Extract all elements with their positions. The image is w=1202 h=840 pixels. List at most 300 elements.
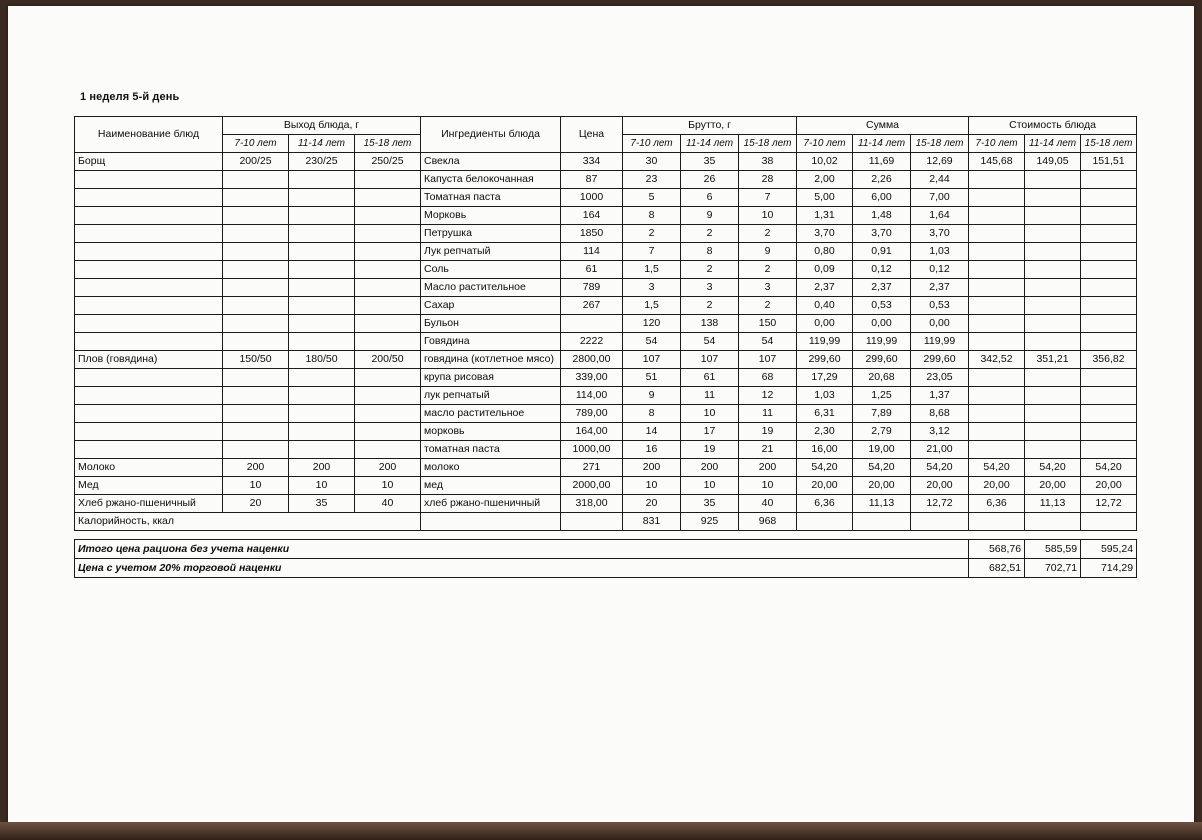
cell-dish-name — [75, 315, 223, 333]
cell-cost-0 — [969, 315, 1025, 333]
cell-ingredient: Соль — [421, 261, 561, 279]
cell-gross-1: 8 — [681, 243, 739, 261]
scan-edge-shadow — [0, 822, 1202, 840]
cell-gross-1: 107 — [681, 351, 739, 369]
cell-yield-0 — [223, 261, 289, 279]
cell-sum-2: 12,69 — [911, 153, 969, 171]
cell-gross-1: 61 — [681, 369, 739, 387]
cell-dish-name — [75, 333, 223, 351]
cell-yield-0: 10 — [223, 477, 289, 495]
cell-gross-0: 1,5 — [623, 297, 681, 315]
cell-gross-1: 2 — [681, 225, 739, 243]
cell-gross-1: 35 — [681, 153, 739, 171]
cell-ingredient: масло растительное — [421, 405, 561, 423]
cell-cost-1 — [1025, 441, 1081, 459]
cell-price: 1850 — [561, 225, 623, 243]
cell-yield-2 — [355, 225, 421, 243]
cell-price: 164 — [561, 207, 623, 225]
cell-cost-2 — [1081, 405, 1137, 423]
cell-sum-0: 0,09 — [797, 261, 853, 279]
cell-price — [561, 315, 623, 333]
cell-cost-2 — [1081, 261, 1137, 279]
spreadsheet-area — [74, 116, 1136, 578]
header-cost-age-2: 15-18 лет — [1081, 135, 1137, 153]
cell-gross-0: 1,5 — [623, 261, 681, 279]
cell-cost-1 — [1025, 405, 1081, 423]
calories-cost-blank-1 — [1025, 513, 1081, 531]
cell-gross-1: 26 — [681, 171, 739, 189]
cell-yield-1 — [289, 279, 355, 297]
cell-gross-0: 107 — [623, 351, 681, 369]
cell-sum-1: 2,26 — [853, 171, 911, 189]
cell-cost-1: 351,21 — [1025, 351, 1081, 369]
header-gross-age-0: 7-10 лет — [623, 135, 681, 153]
cell-ingredient: Свекла — [421, 153, 561, 171]
cell-price: 2000,00 — [561, 477, 623, 495]
cell-sum-2: 3,12 — [911, 423, 969, 441]
cell-yield-0 — [223, 387, 289, 405]
cell-gross-1: 138 — [681, 315, 739, 333]
cell-gross-1: 10 — [681, 405, 739, 423]
cell-dish-name: Мед — [75, 477, 223, 495]
table-row — [75, 441, 1137, 459]
cell-cost-2 — [1081, 387, 1137, 405]
cell-cost-2 — [1081, 171, 1137, 189]
cell-sum-0: 0,00 — [797, 315, 853, 333]
cell-sum-2: 2,44 — [911, 171, 969, 189]
cell-yield-0 — [223, 423, 289, 441]
header-sum-age-1: 11-14 лет — [853, 135, 911, 153]
cell-yield-1 — [289, 315, 355, 333]
cell-dish-name — [75, 405, 223, 423]
table-row — [75, 351, 1137, 369]
cell-sum-0: 54,20 — [797, 459, 853, 477]
cell-sum-1: 2,79 — [853, 423, 911, 441]
cell-sum-0: 2,00 — [797, 171, 853, 189]
cell-cost-0 — [969, 297, 1025, 315]
cell-dish-name — [75, 387, 223, 405]
table-row — [75, 369, 1137, 387]
cell-cost-2: 54,20 — [1081, 459, 1137, 477]
cell-yield-1 — [289, 243, 355, 261]
cell-gross-2: 2 — [739, 225, 797, 243]
cell-ingredient: Петрушка — [421, 225, 561, 243]
cell-sum-2: 3,70 — [911, 225, 969, 243]
cell-sum-1: 3,70 — [853, 225, 911, 243]
cell-ingredient: томатная паста — [421, 441, 561, 459]
cell-sum-0: 2,30 — [797, 423, 853, 441]
cell-cost-2 — [1081, 315, 1137, 333]
cell-yield-1 — [289, 369, 355, 387]
cell-yield-0 — [223, 171, 289, 189]
calories-sum-blank-1 — [853, 513, 911, 531]
calories-sum-blank-0 — [797, 513, 853, 531]
table-row — [75, 225, 1137, 243]
cell-yield-0 — [223, 369, 289, 387]
cell-yield-0 — [223, 243, 289, 261]
cell-price: 114 — [561, 243, 623, 261]
cell-sum-0: 3,70 — [797, 225, 853, 243]
cell-gross-1: 6 — [681, 189, 739, 207]
cell-yield-1 — [289, 333, 355, 351]
cell-yield-2 — [355, 189, 421, 207]
table-row — [75, 189, 1137, 207]
cell-sum-0: 10,02 — [797, 153, 853, 171]
table-row — [75, 279, 1137, 297]
calories-price-blank — [561, 513, 623, 531]
cell-sum-1: 6,00 — [853, 189, 911, 207]
cell-price: 789 — [561, 279, 623, 297]
cell-yield-1 — [289, 423, 355, 441]
cell-gross-1: 35 — [681, 495, 739, 513]
cell-yield-2 — [355, 261, 421, 279]
calories-cost-blank-2 — [1081, 513, 1137, 531]
cell-cost-1 — [1025, 189, 1081, 207]
cell-gross-2: 12 — [739, 387, 797, 405]
cell-cost-0: 342,52 — [969, 351, 1025, 369]
cell-price: 164,00 — [561, 423, 623, 441]
cell-cost-0 — [969, 279, 1025, 297]
cell-yield-2 — [355, 297, 421, 315]
table-row — [75, 207, 1137, 225]
cell-yield-2: 200/50 — [355, 351, 421, 369]
cell-sum-1: 0,53 — [853, 297, 911, 315]
cell-cost-1 — [1025, 225, 1081, 243]
cell-sum-1: 1,48 — [853, 207, 911, 225]
cell-cost-2: 356,82 — [1081, 351, 1137, 369]
cell-cost-2 — [1081, 369, 1137, 387]
cell-sum-1: 7,89 — [853, 405, 911, 423]
table-row — [75, 153, 1137, 171]
cell-yield-1 — [289, 441, 355, 459]
header-ingredients: Ингредиенты блюда — [421, 117, 561, 153]
cell-cost-2 — [1081, 243, 1137, 261]
cell-price: 339,00 — [561, 369, 623, 387]
cell-ingredient: Масло растительное — [421, 279, 561, 297]
cell-yield-1: 10 — [289, 477, 355, 495]
cell-cost-0: 20,00 — [969, 477, 1025, 495]
cell-price: 271 — [561, 459, 623, 477]
totals-value-2: 714,29 — [1081, 559, 1137, 578]
cell-yield-0 — [223, 441, 289, 459]
calories-cost-blank-0 — [969, 513, 1025, 531]
cell-dish-name: Борщ — [75, 153, 223, 171]
cell-gross-0: 23 — [623, 171, 681, 189]
totals-value-0: 568,76 — [969, 540, 1025, 559]
totals-row — [75, 540, 1137, 559]
header-cost-age-1: 11-14 лет — [1025, 135, 1081, 153]
cell-dish-name — [75, 243, 223, 261]
cell-gross-1: 2 — [681, 297, 739, 315]
cell-yield-1 — [289, 189, 355, 207]
totals-value-1: 585,59 — [1025, 540, 1081, 559]
totals-label: Итого цена рациона без учета наценки — [75, 540, 969, 559]
cell-cost-0: 145,68 — [969, 153, 1025, 171]
header-gross-age-2: 15-18 лет — [739, 135, 797, 153]
calories-value-0: 831 — [623, 513, 681, 531]
cell-cost-0: 6,36 — [969, 495, 1025, 513]
cell-gross-2: 107 — [739, 351, 797, 369]
calories-row — [75, 513, 1137, 531]
cell-dish-name — [75, 225, 223, 243]
cell-sum-0: 20,00 — [797, 477, 853, 495]
cell-dish-name — [75, 171, 223, 189]
header-yield-age-2: 15-18 лет — [355, 135, 421, 153]
cell-gross-0: 3 — [623, 279, 681, 297]
cell-cost-0 — [969, 171, 1025, 189]
cell-gross-0: 30 — [623, 153, 681, 171]
cell-yield-2 — [355, 405, 421, 423]
cell-cost-0 — [969, 405, 1025, 423]
cell-yield-2 — [355, 207, 421, 225]
cell-ingredient: Сахар — [421, 297, 561, 315]
cell-cost-1 — [1025, 315, 1081, 333]
cell-price: 87 — [561, 171, 623, 189]
cell-dish-name — [75, 189, 223, 207]
totals-table — [74, 539, 1137, 578]
cell-cost-2: 12,72 — [1081, 495, 1137, 513]
cell-cost-0: 54,20 — [969, 459, 1025, 477]
cell-sum-1: 299,60 — [853, 351, 911, 369]
cell-cost-2: 20,00 — [1081, 477, 1137, 495]
cell-gross-2: 11 — [739, 405, 797, 423]
cell-cost-1 — [1025, 369, 1081, 387]
cell-price: 2222 — [561, 333, 623, 351]
cell-gross-1: 2 — [681, 261, 739, 279]
cell-sum-1: 11,13 — [853, 495, 911, 513]
totals-label: Цена с учетом 20% торговой наценки — [75, 559, 969, 578]
cell-yield-1 — [289, 225, 355, 243]
cell-ingredient: крупа рисовая — [421, 369, 561, 387]
cell-gross-2: 200 — [739, 459, 797, 477]
cell-cost-0 — [969, 387, 1025, 405]
cell-cost-0 — [969, 423, 1025, 441]
cell-sum-2: 1,03 — [911, 243, 969, 261]
cell-cost-0 — [969, 207, 1025, 225]
cell-gross-1: 54 — [681, 333, 739, 351]
table-row — [75, 423, 1137, 441]
cell-gross-2: 68 — [739, 369, 797, 387]
header-yield-age-1: 11-14 лет — [289, 135, 355, 153]
calories-ingredient-blank — [421, 513, 561, 531]
calories-label: Калорийность, ккал — [75, 513, 421, 531]
cell-sum-2: 21,00 — [911, 441, 969, 459]
cell-cost-0 — [969, 261, 1025, 279]
totals-value-1: 702,71 — [1025, 559, 1081, 578]
header-yield: Выход блюда, г — [223, 117, 421, 135]
table-row — [75, 171, 1137, 189]
cell-yield-1 — [289, 171, 355, 189]
cell-gross-2: 7 — [739, 189, 797, 207]
cell-yield-0: 20 — [223, 495, 289, 513]
cell-dish-name — [75, 261, 223, 279]
cell-sum-1: 2,37 — [853, 279, 911, 297]
cell-gross-0: 20 — [623, 495, 681, 513]
cell-sum-1: 0,00 — [853, 315, 911, 333]
cell-yield-1 — [289, 297, 355, 315]
table-row — [75, 333, 1137, 351]
cell-gross-0: 5 — [623, 189, 681, 207]
cell-gross-2: 19 — [739, 423, 797, 441]
cell-yield-0 — [223, 279, 289, 297]
cell-sum-1: 0,91 — [853, 243, 911, 261]
header-gross-age-1: 11-14 лет — [681, 135, 739, 153]
cell-gross-2: 21 — [739, 441, 797, 459]
cell-cost-2 — [1081, 207, 1137, 225]
cell-price: 789,00 — [561, 405, 623, 423]
cell-yield-0 — [223, 189, 289, 207]
cell-yield-1: 230/25 — [289, 153, 355, 171]
cell-sum-0: 1,31 — [797, 207, 853, 225]
table-body — [75, 153, 1137, 513]
cell-gross-2: 40 — [739, 495, 797, 513]
cell-yield-2 — [355, 369, 421, 387]
cell-yield-1 — [289, 387, 355, 405]
table-row — [75, 477, 1137, 495]
cell-gross-1: 3 — [681, 279, 739, 297]
cell-yield-0 — [223, 297, 289, 315]
document-page — [8, 6, 1194, 824]
header-dish-name: Наименование блюд — [75, 117, 223, 153]
cell-yield-0 — [223, 207, 289, 225]
cell-yield-2 — [355, 441, 421, 459]
cell-cost-1: 11,13 — [1025, 495, 1081, 513]
cell-cost-0 — [969, 333, 1025, 351]
cell-price: 318,00 — [561, 495, 623, 513]
cell-gross-0: 200 — [623, 459, 681, 477]
cell-yield-2: 250/25 — [355, 153, 421, 171]
table-row — [75, 387, 1137, 405]
cell-gross-0: 8 — [623, 207, 681, 225]
cell-sum-0: 6,31 — [797, 405, 853, 423]
cell-cost-0 — [969, 441, 1025, 459]
cell-gross-2: 150 — [739, 315, 797, 333]
cell-gross-0: 120 — [623, 315, 681, 333]
cell-yield-0: 200/25 — [223, 153, 289, 171]
cell-price: 114,00 — [561, 387, 623, 405]
header-price: Цена — [561, 117, 623, 153]
cell-gross-2: 9 — [739, 243, 797, 261]
cell-sum-0: 2,37 — [797, 279, 853, 297]
cell-dish-name: Хлеб ржано-пшеничный — [75, 495, 223, 513]
cell-sum-2: 0,00 — [911, 315, 969, 333]
cell-ingredient: мед — [421, 477, 561, 495]
cell-cost-2: 151,51 — [1081, 153, 1137, 171]
cell-yield-0 — [223, 315, 289, 333]
cell-gross-0: 7 — [623, 243, 681, 261]
calories-value-2: 968 — [739, 513, 797, 531]
cell-price: 1000,00 — [561, 441, 623, 459]
cell-sum-2: 119,99 — [911, 333, 969, 351]
table-row — [75, 261, 1137, 279]
cell-dish-name: Плов (говядина) — [75, 351, 223, 369]
cell-ingredient: говядина (котлетное мясо) — [421, 351, 561, 369]
cell-ingredient: хлеб ржано-пшеничный — [421, 495, 561, 513]
totals-value-2: 595,24 — [1081, 540, 1137, 559]
cell-cost-2 — [1081, 189, 1137, 207]
cell-sum-2: 2,37 — [911, 279, 969, 297]
cell-cost-1 — [1025, 207, 1081, 225]
cell-cost-2 — [1081, 441, 1137, 459]
cell-sum-0: 0,80 — [797, 243, 853, 261]
table-row — [75, 243, 1137, 261]
header-sum-age-0: 7-10 лет — [797, 135, 853, 153]
cell-yield-2: 10 — [355, 477, 421, 495]
cell-sum-2: 1,37 — [911, 387, 969, 405]
cell-price: 2800,00 — [561, 351, 623, 369]
cell-sum-2: 20,00 — [911, 477, 969, 495]
cell-sum-0: 5,00 — [797, 189, 853, 207]
cell-ingredient: Говядина — [421, 333, 561, 351]
cell-gross-1: 200 — [681, 459, 739, 477]
cell-yield-2 — [355, 243, 421, 261]
cell-cost-1 — [1025, 243, 1081, 261]
cell-sum-1: 20,68 — [853, 369, 911, 387]
table-row — [75, 495, 1137, 513]
cell-sum-2: 8,68 — [911, 405, 969, 423]
cell-dish-name — [75, 369, 223, 387]
cell-sum-2: 54,20 — [911, 459, 969, 477]
calories-value-1: 925 — [681, 513, 739, 531]
cell-sum-2: 299,60 — [911, 351, 969, 369]
table-row — [75, 315, 1137, 333]
cell-gross-2: 3 — [739, 279, 797, 297]
page-title: 1 неделя 5-й день — [80, 91, 180, 103]
calories-sum-blank-2 — [911, 513, 969, 531]
cell-ingredient: морковь — [421, 423, 561, 441]
cell-yield-1: 180/50 — [289, 351, 355, 369]
cell-gross-0: 9 — [623, 387, 681, 405]
cell-ingredient: молоко — [421, 459, 561, 477]
cell-cost-2 — [1081, 279, 1137, 297]
cell-ingredient: Капуста белокочанная — [421, 171, 561, 189]
cell-sum-1: 0,12 — [853, 261, 911, 279]
cell-yield-0 — [223, 405, 289, 423]
totals-value-0: 682,51 — [969, 559, 1025, 578]
cell-gross-1: 11 — [681, 387, 739, 405]
cell-gross-0: 54 — [623, 333, 681, 351]
cell-yield-1: 35 — [289, 495, 355, 513]
cell-sum-2: 12,72 — [911, 495, 969, 513]
cell-yield-1 — [289, 405, 355, 423]
cell-yield-2 — [355, 423, 421, 441]
cell-gross-0: 10 — [623, 477, 681, 495]
cell-cost-2 — [1081, 297, 1137, 315]
cell-sum-2: 1,64 — [911, 207, 969, 225]
cell-cost-1 — [1025, 423, 1081, 441]
cell-sum-0: 6,36 — [797, 495, 853, 513]
cell-sum-0: 119,99 — [797, 333, 853, 351]
cell-sum-0: 16,00 — [797, 441, 853, 459]
cell-gross-2: 2 — [739, 261, 797, 279]
cell-sum-1: 1,25 — [853, 387, 911, 405]
cell-cost-2 — [1081, 333, 1137, 351]
cell-cost-2 — [1081, 225, 1137, 243]
table-row — [75, 459, 1137, 477]
cell-ingredient: Бульон — [421, 315, 561, 333]
cell-dish-name — [75, 297, 223, 315]
cell-dish-name — [75, 207, 223, 225]
cell-sum-2: 7,00 — [911, 189, 969, 207]
cell-gross-0: 8 — [623, 405, 681, 423]
cell-gross-1: 9 — [681, 207, 739, 225]
cell-price: 267 — [561, 297, 623, 315]
header-cost-age-0: 7-10 лет — [969, 135, 1025, 153]
cell-gross-2: 54 — [739, 333, 797, 351]
cell-price: 61 — [561, 261, 623, 279]
cell-cost-1 — [1025, 261, 1081, 279]
cell-price: 1000 — [561, 189, 623, 207]
